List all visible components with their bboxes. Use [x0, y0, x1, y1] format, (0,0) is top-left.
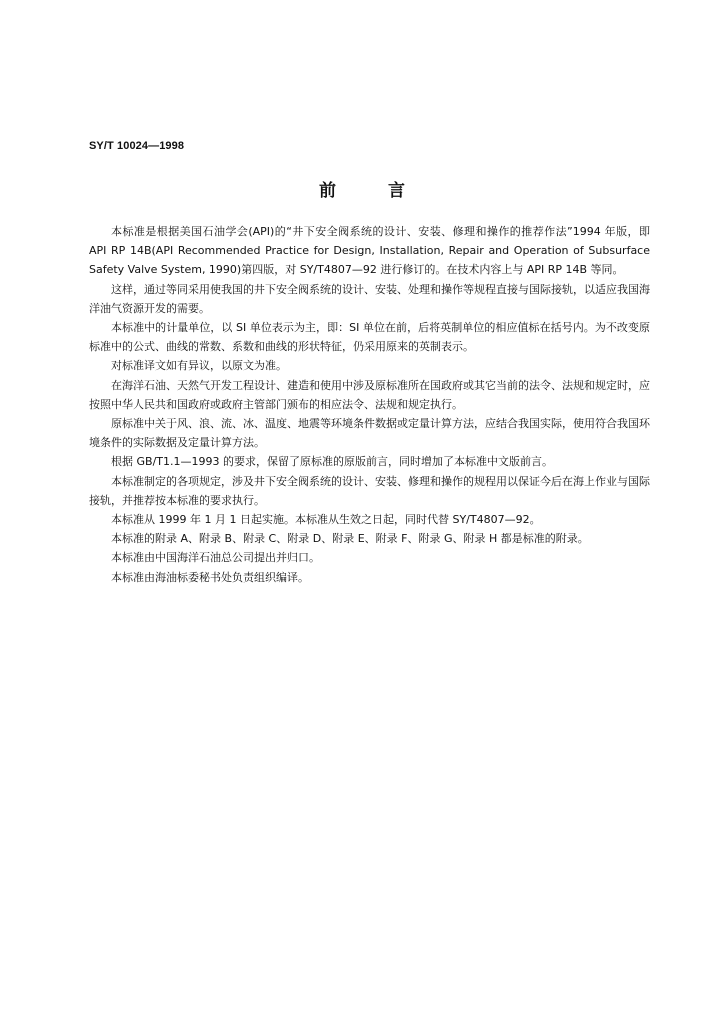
paragraph-6: 原标准中关于风、浪、流、冰、温度、地震等环境条件数据或定量计算方法，应结合我国实际，使用符合我国环境条件的实际数据及定量计算方法。 — [89, 417, 650, 450]
page-title — [0, 176, 724, 201]
title-char-2: 言 — [388, 181, 405, 201]
paragraph-5: 在海洋石油、天然气开发工程设计、建造和使用中涉及原标准所在国政府或其它当前的法令、法规和规定时，应按照中华人民共和国政府或政府主管部门颁布的相应法令、法规和规定执行。 — [89, 378, 650, 411]
paragraph-1: 本标准是根据美国石油学会(API)的“井下安全阀系统的设计、安装、修理和操作的推荐作法”1994 年版，即 API RP 14B(API Recommended Practice for Design, Installation, Repair and Operation of Subsurface Safety Valve System, 1990)第四版，对 SY/T4807—92 进行修订的。在技术内容上与 API RP 14B 等同。 — [89, 225, 650, 277]
paragraph-4: 对标准译文如有异议，以原文为准。 — [111, 359, 287, 373]
paragraph-11: 本标准由中国海洋石油总公司提出并归口。 — [111, 551, 320, 565]
standard-code: SY/T 10024—1998 — [89, 140, 185, 152]
paragraph-12: 本标准由海油标委秘书处负责组织编译。 — [111, 570, 309, 584]
paragraph-8: 本标准制定的各项规定，涉及井下安全阀系统的设计、安装、修理和操作的规程用以保证今后在海上作业与国际接轨，并推荐按本标准的要求执行。 — [89, 474, 650, 507]
title-char-1: 前 — [319, 181, 336, 201]
paragraph-7: 根据 GB/T1.1—1993 的要求，保留了原标准的原版前言，同时增加了本标准中文版前言。 — [111, 455, 553, 469]
paragraph-3: 本标准中的计量单位，以 SI 单位表示为主，即：SI 单位在前，后将英制单位的相应值标在括号内。为不改变原标准中的公式、曲线的常数、系数和曲线的形状特征，仍采用原来的英制表示。 — [89, 321, 650, 354]
paragraph-10: 本标准的附录 A、附录 B、附录 C、附录 D、附录 E、附录 F、附录 G、附录 H 都是标准的附录。 — [111, 532, 589, 546]
paragraph-2: 这样，通过等同采用使我国的井下安全阀系统的设计、安装、处理和操作等规程直接与国际接轨，以适应我国海洋油气资源开发的需要。 — [89, 282, 650, 315]
paragraph-9: 本标准从 1999 年 1 月 1 日起实施。本标准从生效之日起，同时代替 SY/T4807—92。 — [111, 513, 541, 527]
foreword-body — [89, 222, 650, 587]
